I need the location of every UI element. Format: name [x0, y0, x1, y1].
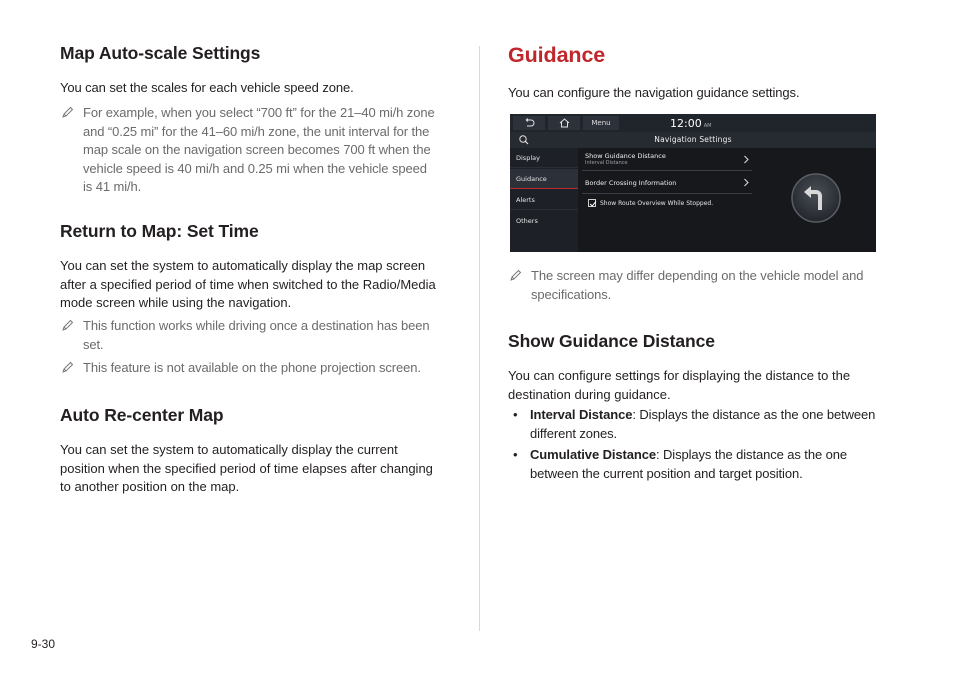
checkbox-label: Show Route Overview While Stopped.	[600, 199, 714, 207]
back-button[interactable]	[513, 116, 545, 130]
title-bar	[510, 132, 876, 148]
sidebar-item-guidance[interactable]: Guidance	[510, 169, 578, 189]
clock-time: 12:00	[670, 117, 702, 130]
bullet-desc: between the current position and target position.	[530, 465, 803, 481]
row-title: Border Crossing Information	[585, 179, 677, 187]
show-guidance-distance-body	[508, 367, 900, 404]
pencil-note-icon	[61, 361, 74, 374]
bullet-cumulative-distance	[508, 446, 900, 483]
sidebar-item-alerts[interactable]: Alerts	[510, 190, 578, 210]
sidebar-item-others[interactable]: Others	[516, 217, 538, 225]
note-line: set.	[83, 336, 104, 352]
settings-sidebar	[510, 148, 578, 252]
home-icon	[559, 118, 570, 128]
note-line: is 41 mi/h.	[83, 179, 142, 194]
row-title: Show Guidance Distance	[585, 152, 666, 160]
home-button[interactable]	[548, 116, 580, 130]
navigation-settings-screen	[510, 114, 876, 252]
bullet-desc: : Displays the distance as the one between	[632, 407, 876, 422]
row-border-crossing-information[interactable]	[582, 172, 752, 194]
chevron-right-icon	[742, 178, 750, 187]
body-line: You can set the system to automatically display the map screen	[60, 258, 426, 273]
body-line: mode screen while using the navigation.	[60, 295, 292, 310]
map-autoscale-heading: Map Auto-scale Settings	[60, 43, 261, 63]
note-line: and “0.25 mi” for the 41–60 mi/h zone, the unit interval for the	[83, 123, 430, 139]
body-line: You can configure settings for displaying the distance to the	[508, 368, 851, 383]
checkbox[interactable]	[588, 199, 596, 207]
note-line: For example, when you select “700 ft” for the 21–40 mi/h zone	[83, 105, 435, 120]
bullet-interval-distance	[508, 406, 900, 443]
clock-suffix: AM	[703, 123, 712, 129]
auto-recenter-body	[60, 441, 460, 497]
body-line: You can set the system to automatically display the current	[60, 442, 398, 457]
body-line: after a specified period of time when switched to the Radio/Media	[60, 276, 436, 292]
bullet-desc: different zones.	[530, 425, 618, 441]
body-line: to another position on the map.	[60, 479, 240, 494]
clock	[670, 117, 711, 130]
note-line: map scale on the navigation screen becomes 700 ft when the	[83, 142, 431, 157]
pencil-note-icon	[61, 106, 74, 119]
chevron-right-icon	[742, 155, 750, 164]
page-number: 9-30	[31, 637, 56, 651]
row-show-guidance-distance[interactable]	[582, 149, 752, 171]
note-line: This function works while driving once a destination has been	[83, 318, 430, 333]
pencil-note-icon	[61, 319, 74, 332]
guidance-body: You can configure the navigation guidance settings.	[508, 85, 800, 100]
guidance-heading: Guidance	[508, 43, 606, 67]
body-line: destination during guidance.	[508, 386, 671, 402]
auto-recenter-heading: Auto Re-center Map	[60, 405, 224, 425]
return-to-map-note-1	[60, 317, 460, 354]
sidebar-item-display[interactable]: Display	[510, 148, 578, 168]
screen-note	[508, 267, 900, 304]
note-line: This feature is not available on the phone projection screen.	[83, 360, 421, 375]
map-autoscale-body: You can set the scales for each vehicle speed zone.	[60, 80, 354, 95]
bullet-term: Cumulative Distance	[530, 447, 656, 462]
checkmark-icon	[589, 200, 597, 208]
return-to-map-body	[60, 257, 460, 313]
pencil-note-icon	[509, 269, 522, 282]
column-divider	[479, 46, 480, 631]
note-line: The screen may differ depending on the vehicle model and	[531, 268, 864, 283]
note-line: vehicle speed is 40 mi/h and 0.25 mi when the vehicle speed	[83, 160, 427, 176]
body-line: position when the specified period of time elapses after changing	[60, 460, 433, 476]
row-subtitle: Interval Distance	[585, 160, 628, 166]
map-autoscale-note	[60, 104, 460, 197]
top-bar	[510, 114, 876, 132]
show-route-overview-checkbox-row[interactable]	[588, 197, 752, 209]
return-to-map-note-2	[60, 359, 460, 378]
back-arrow-icon	[523, 118, 535, 128]
bullet-desc: : Displays the distance as the one	[655, 447, 847, 462]
return-to-map-heading: Return to Map: Set Time	[60, 221, 259, 241]
settings-content	[582, 148, 752, 252]
menu-button[interactable]: Menu	[583, 116, 619, 130]
bullet-term: Interval Distance	[530, 407, 633, 422]
turn-left-icon	[790, 172, 842, 224]
show-guidance-distance-heading: Show Guidance Distance	[508, 331, 715, 351]
note-line: specifications.	[531, 286, 612, 302]
screen-title: Navigation Settings	[654, 135, 732, 144]
